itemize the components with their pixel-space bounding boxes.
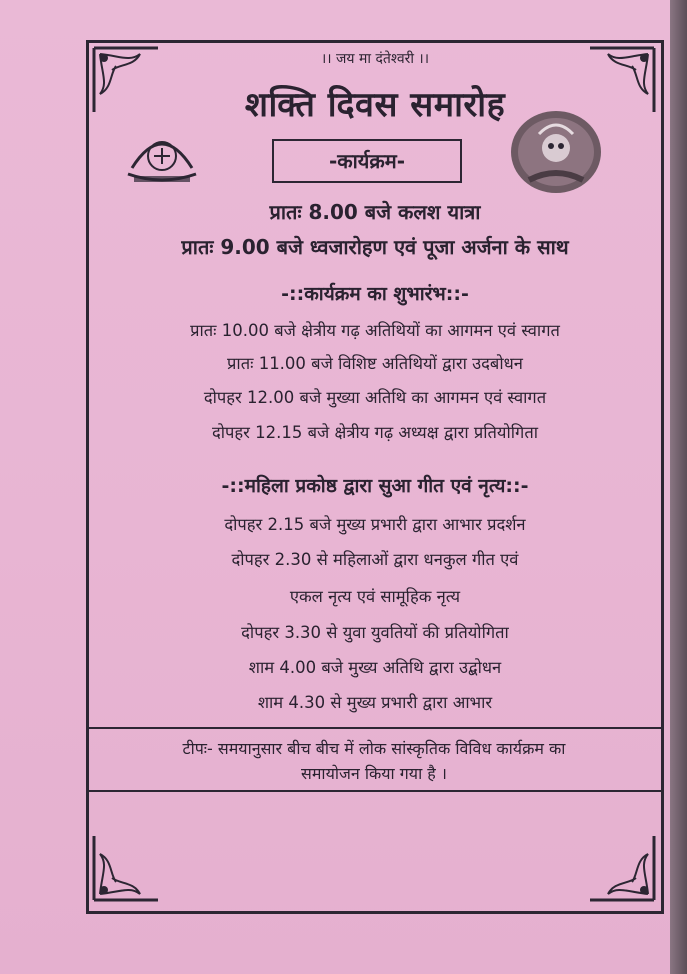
page-title: शक्ति दिवस समारोह — [244, 85, 506, 125]
divider-top — [86, 727, 661, 729]
list-item: प्रातः 10.00 बजे क्षेत्रीय गढ़ अतिथियों का आगमन एवं स्वागत — [190, 321, 560, 340]
tip-note-line-1: टीपः- समयानुसार बीच बीच में लोक सांस्कृतिक विविध कार्यक्रम का — [182, 739, 566, 758]
list-item: दोपहर 12.15 बजे क्षेत्रीय गढ़ अध्यक्ष द्वारा प्रतियोगिता — [211, 423, 539, 442]
list-item: शाम 4.00 बजे मुख्य अतिथि द्वारा उद्बोधन — [248, 658, 502, 677]
list-item: दोपहर 12.00 बजे मुख्या अतिथि का आगमन एवं स्वागत — [203, 388, 547, 407]
invocation-text: ।। जय मा दंतेश्वरी ।। — [320, 51, 430, 67]
section-heading-inauguration: -::कार्यक्रम का शुभारंभ::- — [281, 283, 469, 305]
list-item: एकल नृत्य एवं सामूहिक नृत्य — [289, 587, 461, 606]
organization-emblem-icon — [124, 128, 200, 188]
list-item: दोपहर 2.15 बजे मुख्य प्रभारी द्वारा आभार प्रदर्शन — [224, 515, 526, 534]
list-item: दोपहर 2.30 से महिलाओं द्वारा धनकुल गीत एवं — [231, 550, 519, 569]
page-edge-shadow — [670, 0, 687, 974]
list-item: दोपहर 3.30 से युवा युवतियों की प्रतियोगिता — [241, 623, 509, 642]
schedule-item-kalash: प्रातः 8.00 बजे कलश यात्रा — [269, 200, 481, 224]
floral-corner-bottom-left-icon — [90, 832, 162, 904]
program-label-box: -कार्यक्रम- — [272, 139, 462, 183]
tip-note-line-2: समायोजन किया गया है । — [301, 764, 447, 783]
floral-corner-bottom-right-icon — [586, 832, 658, 904]
list-item: शाम 4.30 से मुख्य प्रभारी द्वारा आभार — [257, 693, 493, 712]
schedule-item-flag: प्रातः 9.00 बजे ध्वजारोहण एवं पूजा अर्जना के साथ — [181, 235, 569, 259]
divider-bottom — [86, 790, 661, 792]
list-item: प्रातः 11.00 बजे विशिष्ट अतिथियों द्वारा उदबोधन — [227, 354, 523, 373]
section-heading-women-cell: -::महिला प्रकोष्ठ द्वारा सुआ गीत एवं नृत्य::- — [221, 475, 529, 497]
